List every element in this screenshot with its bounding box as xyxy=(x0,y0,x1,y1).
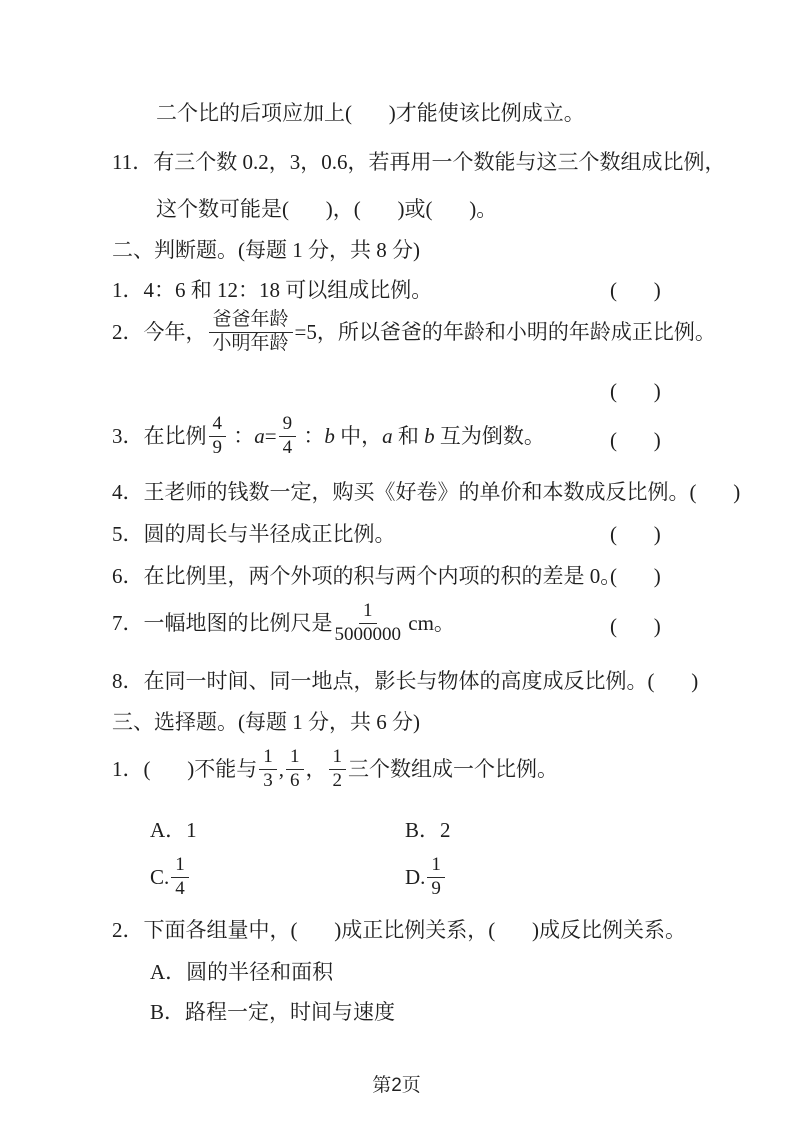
text-run: 1．4：6 和 12：18 可以组成比例。 xyxy=(112,278,433,302)
line-choice1 xyxy=(112,747,558,791)
text-run: = xyxy=(264,423,277,448)
fraction-numerator: 1 xyxy=(171,855,189,878)
fraction-numerator: 1 xyxy=(286,747,304,770)
fraction-denominator: 4 xyxy=(175,877,185,899)
line-q10-continuation xyxy=(156,100,585,127)
fraction-denominator: 4 xyxy=(282,436,293,458)
text-run: 中， xyxy=(334,423,383,448)
text-run: 2．今年， xyxy=(112,319,207,344)
line-judge3 xyxy=(112,414,545,458)
fraction xyxy=(427,855,445,899)
text-run: ： xyxy=(228,423,255,448)
line-judge5 xyxy=(112,521,396,548)
text-run: 8．在同一时间、同一地点，影长与物体的高度成反比例。( ) xyxy=(112,669,699,693)
text-run: =5，所以爸爸的年龄和小明的年龄成正比例。 xyxy=(294,319,716,344)
fraction xyxy=(286,747,304,791)
math-variable: a xyxy=(382,423,393,448)
fraction-numerator: 1 xyxy=(359,601,377,624)
text-run: B．路程一定，时间与速度 xyxy=(150,1000,396,1024)
line-judge1 xyxy=(112,277,432,304)
text-run: ( ) xyxy=(610,614,661,638)
text-run: ( ) xyxy=(610,379,661,403)
fraction xyxy=(329,747,347,791)
fraction-numerator: 1 xyxy=(329,747,347,770)
text-run: 4．王老师的钱数一定，购买《好卷》的单价和本数成反比例。( ) xyxy=(112,480,741,504)
text-run: 三个数组成一个比例。 xyxy=(348,756,558,781)
line-section3-title xyxy=(112,709,420,736)
text-run: ， xyxy=(305,756,327,781)
text-run: A．圆的半径和面积 xyxy=(150,960,334,984)
line-judge5-answer-blank xyxy=(610,521,661,548)
text-run: A．1 xyxy=(150,818,197,842)
text-run: ( ) xyxy=(610,564,661,588)
math-variable: b xyxy=(324,423,335,448)
text-run: 6．在比例里，两个外项的积与两个内项的积的差是 0。 xyxy=(112,564,622,588)
math-variable: b xyxy=(424,423,435,448)
line-judge6 xyxy=(112,563,621,590)
line-choice2-option-b xyxy=(150,999,395,1026)
line-choice1-option-a xyxy=(150,817,197,844)
line-judge2 xyxy=(112,310,716,354)
text-run: C. xyxy=(150,864,170,889)
line-q11-continuation xyxy=(156,196,497,223)
line-judge7 xyxy=(112,601,455,645)
fraction-denominator: 5000000 xyxy=(334,623,401,645)
text-run: 三、选择题。(每题 1 分，共 6 分) xyxy=(112,710,420,734)
text-run: cm。 xyxy=(403,610,455,635)
fraction-numerator: 4 xyxy=(209,414,227,437)
line-choice1-option-d xyxy=(405,855,447,899)
text-run: 这个数可能是( )，( )或( )。 xyxy=(156,197,498,221)
text-run: 5．圆的周长与半径成正比例。 xyxy=(112,522,396,546)
fraction xyxy=(335,601,402,645)
text-run: 3．在比例 xyxy=(112,423,207,448)
text-run: 二个比的后项应加上( )才能使该比例成立。 xyxy=(156,101,585,125)
text-run: D. xyxy=(405,864,426,889)
text-run: 互为倒数。 xyxy=(434,423,545,448)
line-judge4 xyxy=(112,479,740,506)
line-choice2-option-a xyxy=(150,959,333,986)
text-run: B．2 xyxy=(405,818,451,842)
text-run: ： xyxy=(298,423,325,448)
text-run: , xyxy=(278,756,284,781)
line-q11 xyxy=(112,149,725,176)
fraction-numerator: 9 xyxy=(279,414,297,437)
fraction xyxy=(279,414,297,458)
text-run: ( ) xyxy=(610,278,661,302)
text-run: ( ) xyxy=(610,522,661,546)
fraction xyxy=(259,747,277,791)
line-judge1-answer-blank xyxy=(610,277,661,304)
fraction xyxy=(171,855,189,899)
text-run: 2．下面各组量中，( )成正比例关系，( )成反比例关系。 xyxy=(112,918,686,942)
line-choice1-option-b xyxy=(405,817,451,844)
line-judge7-answer-blank xyxy=(610,613,661,640)
fraction xyxy=(209,414,227,458)
fraction-numerator: 1 xyxy=(259,747,277,770)
fraction-denominator: 9 xyxy=(212,436,222,458)
text-run: ( ) xyxy=(610,428,661,452)
math-variable: a xyxy=(254,423,265,448)
fraction-denominator: 3 xyxy=(263,769,273,791)
fraction xyxy=(209,310,293,354)
fraction-numerator: 爸爸年龄 xyxy=(209,310,293,333)
text-run: 7．一幅地图的比例尺是 xyxy=(112,610,333,635)
page-number: 第2页 xyxy=(372,1075,421,1096)
fraction-denominator: 2 xyxy=(332,769,342,791)
line-judge8 xyxy=(112,668,698,695)
line-judge2-answer-blank xyxy=(610,378,661,405)
line-judge3-answer-blank xyxy=(610,427,661,454)
fraction-denominator: 6 xyxy=(290,769,300,791)
line-choice1-option-c xyxy=(150,855,191,899)
text-run: 和 xyxy=(392,423,425,448)
text-run: 1．( )不能与 xyxy=(112,756,258,781)
fraction-numerator: 1 xyxy=(427,855,445,878)
line-choice2 xyxy=(112,917,686,944)
text-run: 二、判断题。(每题 1 分，共 8 分) xyxy=(112,238,420,262)
line-section2-title xyxy=(112,237,420,264)
fraction-denominator: 小明年龄 xyxy=(212,332,289,354)
text-run: 11．有三个数 0.2，3，0.6，若再用一个数能与这三个数组成比例， xyxy=(112,150,726,174)
line-judge6-answer-blank xyxy=(610,563,661,590)
fraction-denominator: 9 xyxy=(431,877,441,899)
